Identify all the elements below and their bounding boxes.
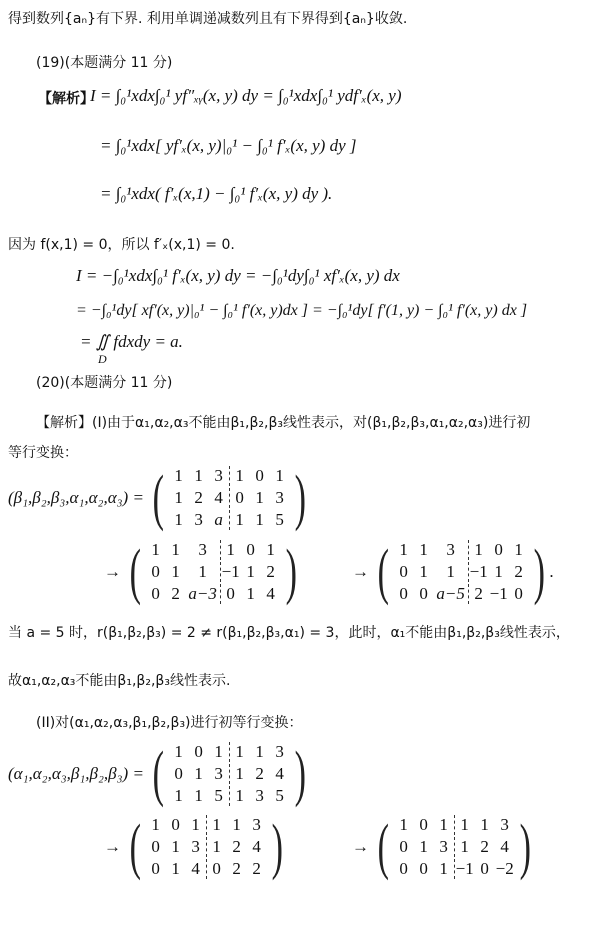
matrix-cell: 3 [275,742,284,761]
matrix [394,540,529,604]
equation-2: = ∫₀¹xdx[ yf′ₓ(x, y)|₀¹ − ∫₀¹ f′ₓ(x, y) dy ] [100,136,357,155]
matrix-cell: 3 [198,540,207,559]
conclusion-part-1: 故α₁,α₂,α₃不能由β₁,β₂,β₃线性表示. [8,673,231,689]
matrix-cell: 2 [514,562,523,581]
matrix-cell: 3 [214,466,223,485]
matrix-cell: 1 [171,540,180,559]
matrix-cell: 1 [246,584,255,603]
matrix-cell: 2 [266,562,275,581]
matrix-cell: 1 [229,786,250,806]
left-paren: ( [129,813,142,881]
matrix [146,540,281,604]
matrix-cell: 3 [194,510,203,529]
matrix-cell: 1 [480,815,489,834]
matrix-cell: 2 [232,837,241,856]
equation-5: = −∫₀¹dy[ xf′(x, y)|₀¹ − ∫₀¹ f′(x, y)dx ] = −∫₀¹dy[ f′(1, y) − ∫₀¹ f′(x, y) dx ] [76,302,528,319]
matrix-cell: 0 [399,837,408,856]
matrix-cell: 3 [275,488,284,507]
matrix-cell: 1 [255,488,264,507]
left-paren: ( [377,813,390,881]
matrix-cell: 4 [266,584,275,603]
matrix-cell: 0 [399,584,408,603]
matrix-cell: a [214,510,223,529]
matrix-cell: 0 [174,764,183,783]
matrix-equation [8,466,310,530]
matrix-cell: 0 [419,815,428,834]
matrix-cell: 0 [514,584,523,603]
matrix-cell: 4 [500,837,509,856]
matrix-cell: 3 [446,540,455,559]
matrix-cell: 1 [198,562,207,581]
matrix-cell: 5 [275,510,284,529]
matrix-cell: 4 [214,488,223,507]
matrix-cell: 1 [454,815,475,835]
region-d-subscript: D [98,352,107,366]
matrix-cell: 1 [246,562,255,581]
analysis-part-1: 【解析】(I)由于α₁,α₂,α₃不能由β₁,β₂,β₃线性表示，对(β₁,β₂,β₃,α₁,α₂,α₃)进行初 [36,415,531,431]
matrix-cell: 1 [255,510,264,529]
arrow-icon: → [352,562,369,581]
matrix-cell: 1 [174,786,183,805]
matrix-cell: 1 [399,540,408,559]
arrow-icon: → [104,562,121,581]
matrix-cell: 0 [399,562,408,581]
matrix-cell: 1 [194,466,203,485]
problem-20-heading: (20)(本题满分 11 分) [36,375,173,391]
matrix-cell: 2 [480,837,489,856]
matrix-cell: 2 [255,764,264,783]
matrix-cell: 0 [151,562,160,581]
matrix-cell: 1 [494,562,503,581]
matrix-cell: 5 [214,786,223,805]
matrix-cell: −1 [489,584,508,603]
equation-6: = ∬ fdxdy = a. [80,332,183,351]
matrix-cell: 1 [206,815,227,835]
matrix-cell: 0 [220,584,241,604]
matrix [169,742,290,806]
equation-1: I = ∫₀¹xdx∫₀¹ yf″ₓᵧ(x, y) dy = ∫₀¹xdx∫₀¹ ydf′ₓ(x, y) [90,86,402,105]
matrix-equation [8,742,310,806]
matrix-cell: 1 [171,562,180,581]
matrix [146,815,267,879]
matrix-cell: 4 [275,764,284,783]
matrix-cell: 1 [454,837,475,857]
matrix-cell: 1 [229,466,250,486]
matrix-cell: 1 [151,815,160,834]
since-statement: 因为 f(x,1) = 0，所以 f′ₓ(x,1) = 0. [8,237,235,253]
matrix [394,815,515,879]
matrix-equation [104,815,287,879]
matrix-cell: 1 [275,466,284,485]
matrix-cell: 4 [191,859,200,878]
matrix-cell: 1 [174,466,183,485]
matrix-cell: 3 [500,815,509,834]
matrix-equation [104,540,301,604]
matrix-cell: 1 [171,837,180,856]
matrix-cell: 1 [399,815,408,834]
problem-19-heading: (19)(本题满分 11 分) [36,55,173,71]
matrix-cell: 2 [468,584,489,604]
rank-statement: 当 a = 5 时，r(β₁,β₂,β₃) = 2 ≠ r(β₁,β₂,β₃,α₁) = 3，此时，α₁不能由β₁,β₂,β₃线性表示， [8,625,570,641]
matrix-cell: −1 [469,562,488,581]
matrix-cell: 1 [151,540,160,559]
arrow-icon: → [104,837,121,856]
matrix-cell: 1 [220,540,241,560]
matrix-equation [352,815,535,879]
equation-4: I = −∫₀¹xdx∫₀¹ f′ₓ(x, y) dy = −∫₀¹dy∫₀¹ xf′ₓ(x, y) dx [76,266,400,285]
matrix-cell: 1 [174,742,183,761]
matrix-cell: −2 [495,859,514,878]
matrix-cell: 1 [191,815,200,834]
right-paren: ) [271,813,283,881]
arrow-icon: → [352,837,369,856]
right-paren: ) [533,538,545,606]
matrix-cell: 1 [266,540,275,559]
matrix-cell: 0 [246,540,255,559]
matrix-cell: 0 [494,540,503,559]
matrix-cell: 2 [171,584,180,603]
left-paren: ( [129,538,142,606]
matrix-cell: 1 [171,859,180,878]
left-paren: ( [152,740,164,808]
matrix-cell: 1 [229,510,250,530]
right-paren: ) [294,740,306,808]
matrix-cell: a−3 [188,584,217,603]
matrix-cell: 0 [419,584,428,603]
matrix-cell: a−5 [436,584,465,603]
analysis-label: 【解析】 [38,91,94,107]
matrix-cell: 0 [229,488,250,508]
matrix-cell: 3 [439,837,448,856]
matrix-cell: −1 [455,859,474,878]
matrix-cell: 2 [232,859,241,878]
matrix-cell: 2 [194,488,203,507]
matrix-cell: 1 [419,540,428,559]
matrix-cell: 0 [419,859,428,878]
right-paren: ) [519,813,531,881]
matrix-label: (β₁,β₂,β₃,α₁,α₂,α₃) = [8,488,144,507]
matrix-cell: 1 [229,742,250,762]
matrix [169,466,290,530]
matrix-cell: 3 [255,786,264,805]
matrix-cell: 1 [206,837,227,857]
matrix-cell: 0 [480,859,489,878]
matrix-cell: 5 [275,786,284,805]
matrix-cell: 1 [174,488,183,507]
right-paren: ) [285,538,297,606]
matrix-equation [352,540,554,604]
matrix-label: (α₁,α₂,α₃,β₁,β₂,β₃) = [8,764,144,783]
matrix-cell: 0 [151,584,160,603]
period: . [549,562,554,581]
matrix-cell: 1 [194,764,203,783]
left-paren: ( [152,464,164,532]
matrix-cell: 1 [419,837,428,856]
matrix-cell: 0 [151,837,160,856]
matrix-cell: 3 [214,764,223,783]
matrix-cell: 0 [255,466,264,485]
matrix-cell: 3 [191,837,200,856]
matrix-cell: 1 [439,859,448,878]
matrix-cell: 1 [214,742,223,761]
equation-3: = ∫₀¹xdx( f′ₓ(x,1) − ∫₀¹ f′ₓ(x, y) dy ). [100,184,333,203]
matrix-cell: −1 [221,562,240,581]
matrix-cell: 1 [468,540,489,560]
matrix-cell: 1 [174,510,183,529]
matrix-cell: 1 [229,764,250,784]
part-2-intro: (II)对(α₁,α₂,α₃,β₁,β₂,β₃)进行初等行变换： [36,715,303,731]
matrix-cell: 0 [171,815,180,834]
matrix-cell: 1 [419,562,428,581]
matrix-cell: 3 [252,815,261,834]
row-transform-text: 等行变换： [8,445,78,461]
matrix-cell: 0 [151,859,160,878]
matrix-cell: 1 [255,742,264,761]
matrix-cell: 0 [399,859,408,878]
matrix-cell: 4 [252,837,261,856]
text-line-sequence-conclusion: 得到数列{aₙ}有下界. 利用单调递减数列且有下界得到{aₙ}收敛. [8,11,408,27]
matrix-cell: 2 [252,859,261,878]
matrix-cell: 1 [232,815,241,834]
matrix-cell: 0 [206,859,227,879]
matrix-cell: 1 [514,540,523,559]
matrix-cell: 1 [194,786,203,805]
matrix-cell: 0 [194,742,203,761]
right-paren: ) [294,464,306,532]
left-paren: ( [377,538,390,606]
matrix-cell: 1 [439,815,448,834]
matrix-cell: 1 [446,562,455,581]
